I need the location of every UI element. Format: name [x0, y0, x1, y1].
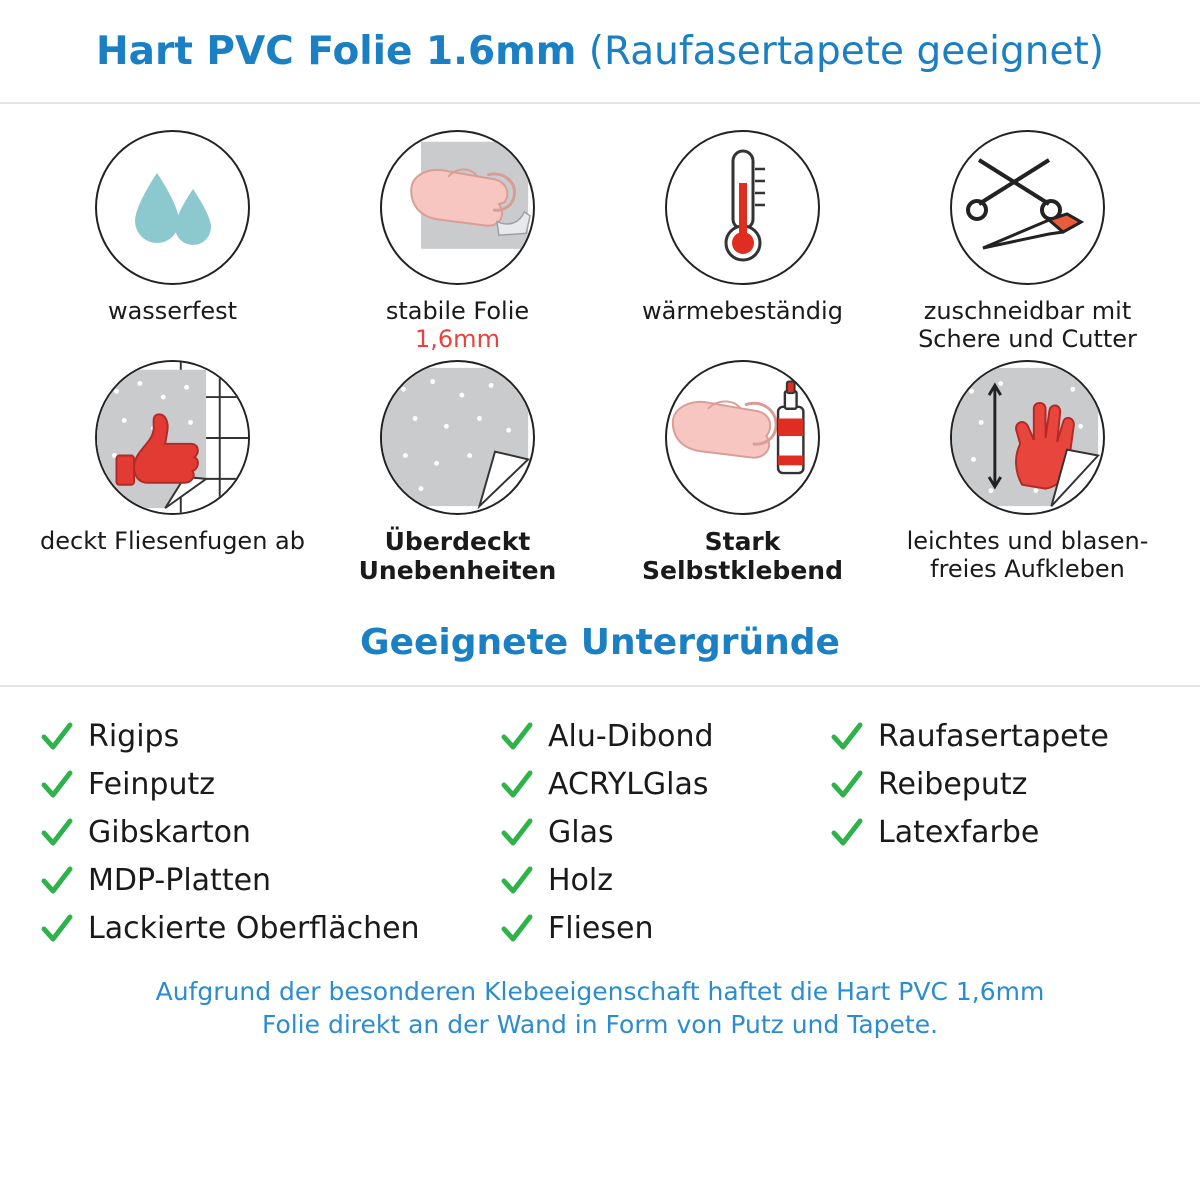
thermometer-icon [665, 130, 820, 285]
list-item [500, 905, 830, 953]
list-item [500, 713, 830, 761]
check-icon [830, 720, 864, 754]
list-item [830, 761, 1160, 809]
page-title [96, 29, 1104, 74]
feature-item [885, 130, 1170, 354]
hand-smooth-icon [950, 360, 1105, 515]
list-item-label: MDP-Platten [88, 863, 272, 899]
feature-item [600, 130, 885, 354]
page-title-sub: (Raufasertapete geeignet) [588, 28, 1104, 74]
feature-item [30, 360, 315, 586]
check-icon [830, 768, 864, 802]
feature-item [30, 130, 315, 354]
list-item [500, 857, 830, 905]
feature-subcaption: 1,6mm [415, 325, 500, 354]
scissors-cutter-icon [950, 130, 1105, 285]
foil-peel-icon [380, 360, 535, 515]
feature-item [315, 130, 600, 354]
list-item-label: Lackierte Oberflächen [88, 911, 420, 947]
check-icon [500, 864, 534, 898]
feature-item [315, 360, 600, 586]
strong-arm-foil-icon [380, 130, 535, 285]
feature-caption: wärmebeständig [642, 297, 843, 325]
feature-caption: Stark Selbstklebend [642, 526, 843, 586]
list-item-label: Gibskarton [88, 815, 251, 851]
feature-caption: wasserfest [107, 297, 238, 325]
feature-item [600, 360, 885, 586]
check-icon [500, 912, 534, 946]
feature-item [885, 360, 1170, 586]
list-item [500, 761, 830, 809]
check-icon [500, 720, 534, 754]
check-icon [500, 768, 534, 802]
thumbs-up-tiles-icon [95, 360, 250, 515]
list-item [40, 761, 500, 809]
list-item-label: Latexfarbe [878, 815, 1040, 851]
list-item-label: Feinputz [88, 767, 215, 803]
feature-caption: stabile Folie 1,6mm [385, 297, 530, 354]
check-icon [830, 816, 864, 850]
header [0, 0, 1200, 104]
check-icon [40, 768, 74, 802]
check-icon [500, 816, 534, 850]
feature-caption: Überdeckt Unebenheiten [358, 526, 557, 586]
check-icon [40, 816, 74, 850]
suitable-surfaces-list [0, 687, 1200, 953]
list-item-label: Fliesen [548, 911, 654, 947]
feature-caption: deckt Fliesenfugen ab [40, 526, 305, 555]
list-item [40, 809, 500, 857]
footnote [0, 975, 1200, 1043]
section-title: Geeignete Untergründe [0, 622, 1200, 687]
water-drops-icon [95, 130, 250, 285]
footnote-line-2: Folie direkt an der Wand in Form von Putz und Tapete. [261, 1010, 939, 1040]
footnote-line-1: Aufgrund der besonderen Klebeeigenschaft haftet die Hart PVC 1,6mm [155, 976, 1045, 1006]
check-icon [40, 912, 74, 946]
list-item [830, 809, 1160, 857]
list-item [40, 857, 500, 905]
list-item-label: Rigips [88, 719, 180, 755]
list-item-label: Holz [548, 863, 613, 899]
feature-grid [0, 104, 1200, 586]
list-item-label: Alu-Dibond [548, 719, 714, 755]
list-item-label: Glas [548, 815, 614, 851]
checklist-column [500, 713, 830, 953]
list-item-label: Raufasertapete [878, 719, 1109, 755]
checklist-column [40, 713, 500, 953]
arm-glue-icon [665, 360, 820, 515]
list-item [40, 905, 500, 953]
check-icon [40, 720, 74, 754]
list-item [500, 809, 830, 857]
list-item [830, 713, 1160, 761]
list-item-label: ACRYLGlas [548, 767, 709, 803]
page-title-main: Hart PVC Folie 1.6mm [96, 28, 577, 74]
list-item-label: Reibeputz [878, 767, 1028, 803]
checklist-column [830, 713, 1160, 953]
feature-caption: zuschneidbar mit Schere und Cutter [918, 297, 1137, 354]
list-item [40, 713, 500, 761]
check-icon [40, 864, 74, 898]
feature-caption: leichtes und blasen-freies Aufkleben [906, 526, 1149, 583]
